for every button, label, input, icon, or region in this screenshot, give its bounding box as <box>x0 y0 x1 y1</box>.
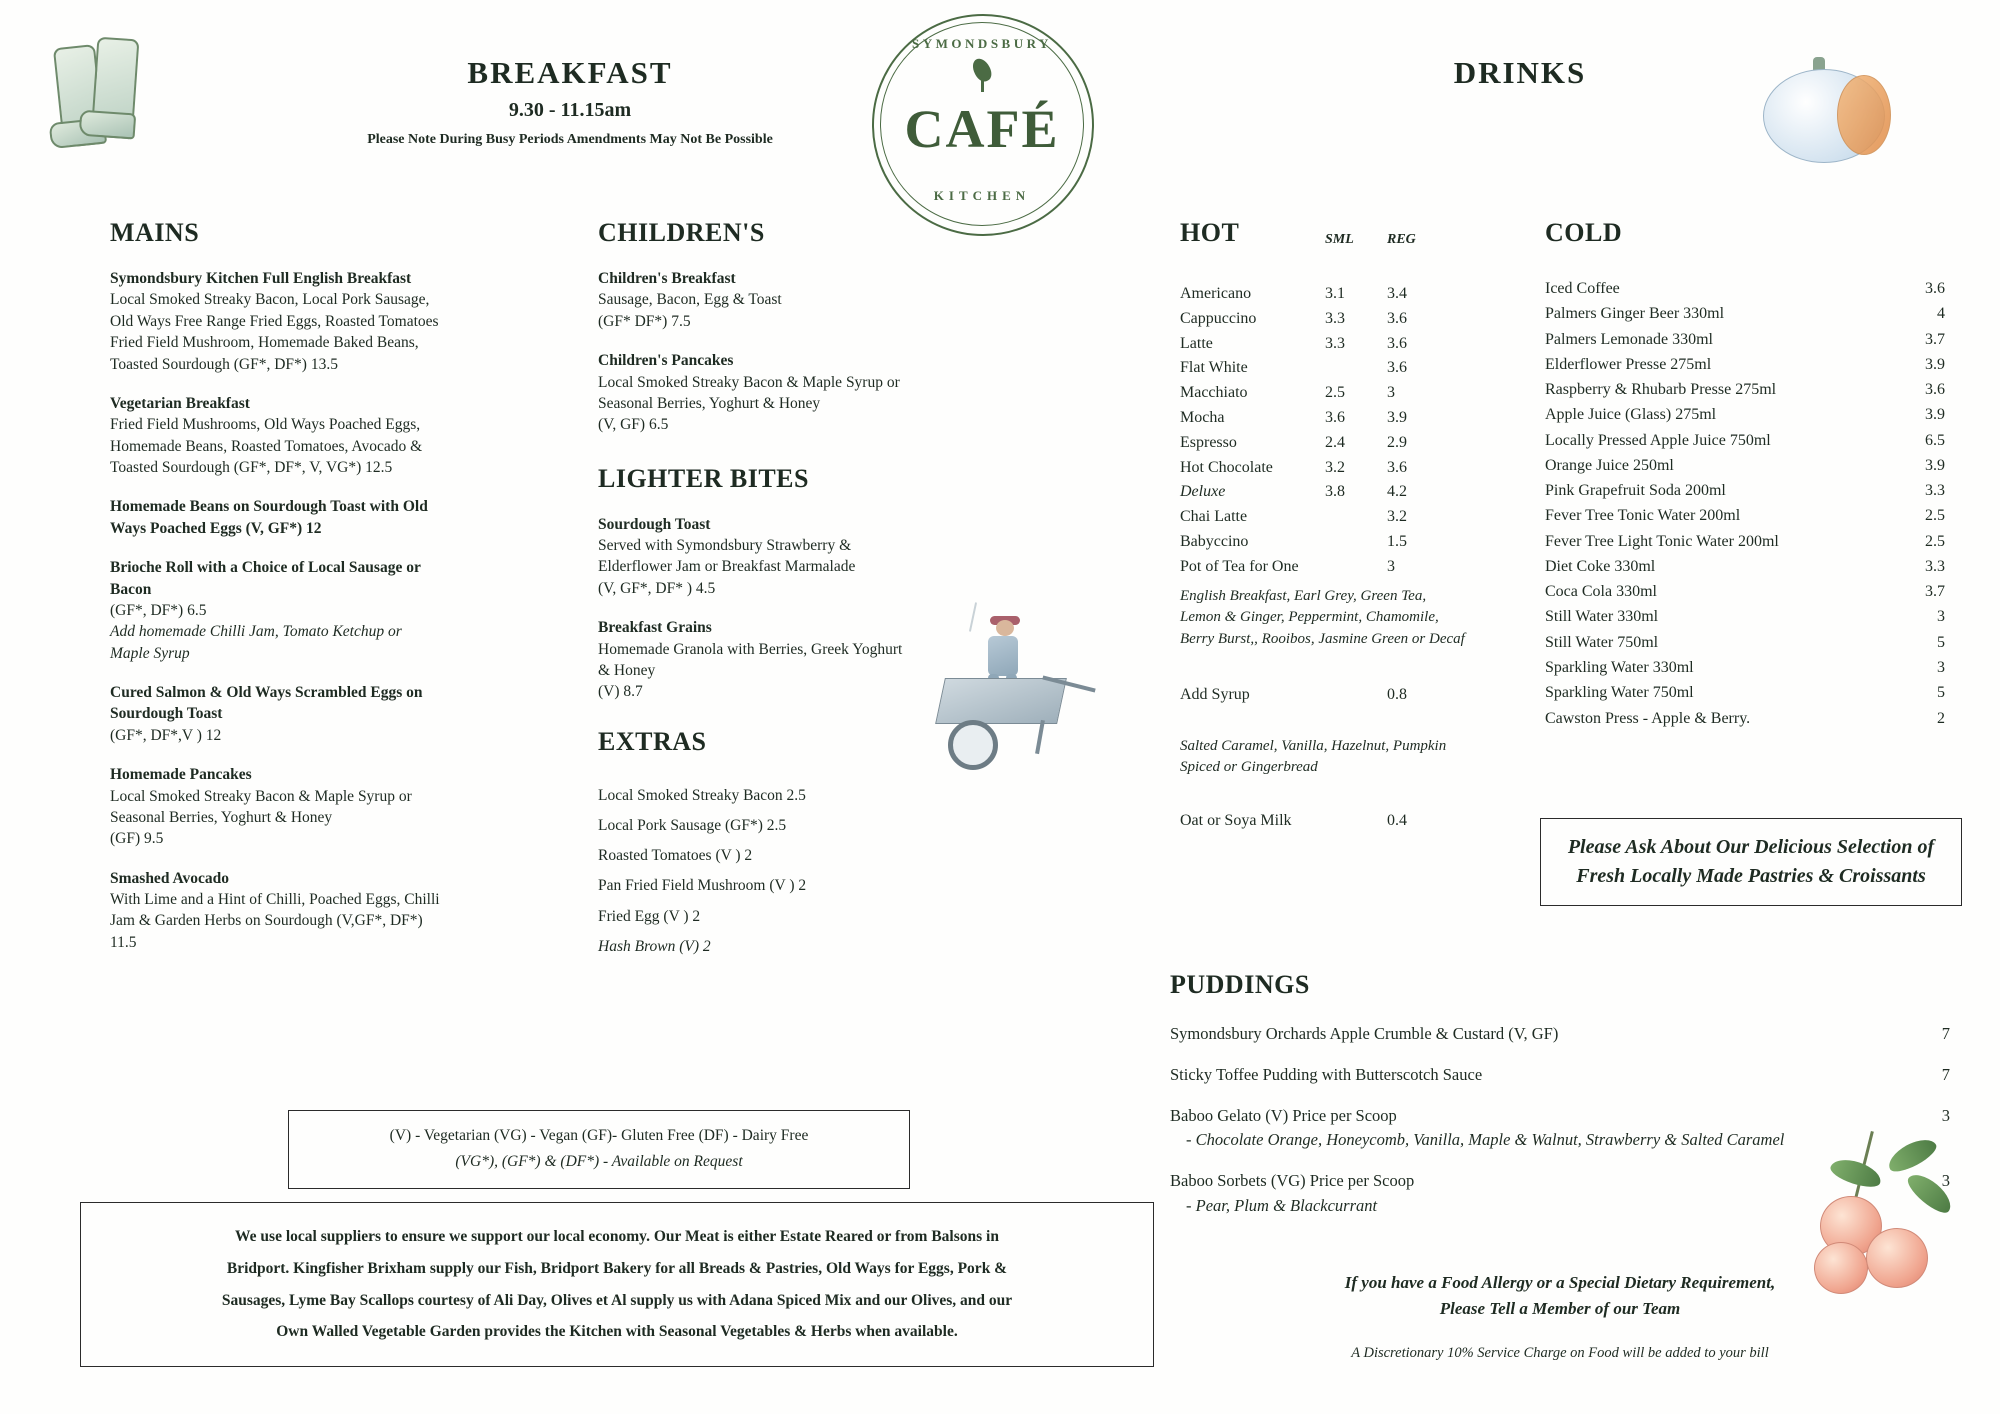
drink-name: Elderflower Presse 275ml <box>1545 355 1712 373</box>
drink-reg: 4.2 <box>1387 483 1407 501</box>
drink-reg: 3.6 <box>1387 309 1407 327</box>
pudding-name: Symondsbury Orchards Apple Crumble & Custard (V, GF) <box>1170 1024 1559 1043</box>
extras-item: Fried Egg (V ) 2 <box>598 907 701 925</box>
drink-row <box>1180 530 1470 555</box>
drink-name: Chai Latte <box>1180 508 1248 526</box>
menu-item-name: Brioche Roll with a Choice of Local Sausage or Bacon <box>110 559 421 598</box>
drink-row <box>1180 381 1470 406</box>
drink-sml: 3.8 <box>1325 483 1345 501</box>
drink-row <box>1545 503 1945 528</box>
suppliers-line-4: Own Walled Vegetable Garden provides the Kitchen with Seasonal Vegetables & Herbs when available. <box>276 1323 958 1341</box>
gardener-wheelbarrow-illustration <box>930 620 1100 760</box>
menu-item <box>110 393 440 479</box>
drink-name: Palmers Lemonade 330ml <box>1545 330 1713 348</box>
menu-item-price: (GF* DF*) 7.5 <box>598 312 691 330</box>
drink-price: 5 <box>1937 633 1945 651</box>
menu-item-desc: Local Smoked Streaky Bacon & Maple Syrup or Seasonal Berries, Yoghurt & Honey <box>110 787 412 826</box>
pumpkin-illustration <box>1755 55 1905 175</box>
extras-item: Roasted Tomatoes (V ) 2 <box>598 847 753 865</box>
puddings-heading: PUDDINGS <box>1170 970 1310 999</box>
hot-col-sml: SML <box>1325 232 1354 247</box>
drink-price: 2.5 <box>1925 532 1945 550</box>
menu-item-price: (V) 8.7 <box>598 683 643 701</box>
drink-sml: 3.3 <box>1325 334 1345 352</box>
pudding-name: Baboo Sorbets (VG) Price per Scoop <box>1170 1171 1415 1190</box>
pudding-name: Sticky Toffee Pudding with Butterscotch Sauce <box>1170 1064 1483 1084</box>
hot-heading: HOT <box>1180 218 1240 247</box>
drink-row <box>1545 554 1945 579</box>
drink-price: 5 <box>1937 684 1945 702</box>
childrens-column <box>598 218 918 962</box>
drink-name: Diet Coke 330ml <box>1545 557 1656 575</box>
milk-price: 0.4 <box>1387 812 1407 830</box>
mains-column <box>110 218 440 971</box>
drink-name: Cappuccino <box>1180 309 1257 327</box>
pudding-price: 3 <box>1941 1171 1950 1190</box>
drink-sml: 2.5 <box>1325 384 1345 402</box>
menu-item-desc: Fried Field Mushrooms, Old Ways Poached Eggs, Homemade Beans, Roasted Tomatoes, Avocado & Toasted Sourdough (GF*, DF*, V, VG*) 12.5 <box>110 416 423 476</box>
drink-sml: 3.1 <box>1325 285 1345 302</box>
menu-item-price: (GF) 9.5 <box>110 830 164 848</box>
drink-price: 3.9 <box>1925 355 1945 373</box>
lighter-bites-heading: LIGHTER BITES <box>598 463 809 493</box>
menu-item-name: Symondsbury Kitchen Full English Breakfast <box>110 270 412 287</box>
add-syrup-name: Add Syrup <box>1180 685 1250 703</box>
drink-name: Macchiato <box>1180 384 1248 402</box>
drink-name: Pink Grapefruit Soda 200ml <box>1545 482 1726 500</box>
breakfast-header <box>330 55 810 148</box>
drinks-header <box>1390 55 1650 91</box>
drink-name: Still Water 330ml <box>1545 608 1659 626</box>
drink-row <box>1180 431 1470 456</box>
drink-sml <box>1325 530 1387 555</box>
menu-item <box>110 764 440 850</box>
drink-name: Americano <box>1180 285 1252 302</box>
service-charge-note: A Discretionary 10% Service Charge on Food will be added to your bill <box>1351 1345 1769 1361</box>
drink-price: 2 <box>1937 709 1945 727</box>
pudding-price: 7 <box>1941 1024 1950 1043</box>
drink-price: 3.9 <box>1925 456 1945 474</box>
drink-sml <box>1325 356 1387 381</box>
mains-heading: MAINS <box>110 218 200 247</box>
drink-row <box>1545 655 1945 680</box>
drink-sml: 3.6 <box>1325 408 1345 426</box>
pastry-callout-box: Please Ask About Our Delicious Selection of Fresh Locally Made Pastries & Croissants <box>1540 818 1962 906</box>
suppliers-line-3: Sausages, Lyme Bay Scallops courtesy of Ali Day, Olives et Al supply us with Adana Spiced Mix and our Olives, and our <box>221 1291 1013 1309</box>
drink-sml: 3.2 <box>1325 458 1345 476</box>
suppliers-line-2: Bridport. Kingfisher Brixham supply our Fish, Bridport Bakery for all Breads & Pastries, Old Ways for Eggs, Pork & <box>226 1259 1008 1277</box>
drink-row <box>1180 456 1470 481</box>
logo-main-word: CAFÉ <box>904 99 1060 159</box>
menu-item-name: Sourdough Toast <box>598 515 711 533</box>
menu-item <box>110 557 440 664</box>
childrens-heading: CHILDREN'S <box>598 218 765 247</box>
suppliers-line-1: We use local suppliers to ensure we support our local economy. Our Meat is either Estate Reared or from Balsons in <box>235 1228 999 1245</box>
drink-row <box>1180 406 1470 431</box>
menu-item <box>598 514 918 600</box>
tree-icon <box>974 58 990 92</box>
menu-item-name: Breakfast Grains <box>598 619 712 637</box>
drink-row <box>1180 307 1470 332</box>
drink-row <box>1545 301 1945 326</box>
milk-row <box>1180 809 1470 834</box>
drink-reg: 1.5 <box>1387 532 1407 550</box>
drink-row <box>1545 377 1945 402</box>
menu-item-name: Children's Breakfast <box>598 270 736 287</box>
menu-item-name: Smashed Avocado <box>110 869 229 887</box>
pudding-price: 7 <box>1941 1064 1950 1084</box>
breakfast-time: 9.30 - 11.15am <box>508 99 632 121</box>
menu-item-desc: Local Smoked Streaky Bacon, Local Pork Sausage, Old Ways Free Range Fried Eggs, Roasted Tomatoes Fried Field Mushroom, Homemade Baked Beans, Toasted Sourdough (GF*, DF*) 13.5 <box>110 291 439 373</box>
add-syrup-price: 0.8 <box>1387 685 1407 703</box>
drink-row <box>1545 706 1945 731</box>
menu-item-name: Vegetarian Breakfast <box>110 394 250 412</box>
logo-top-word: SYMONDSBURY <box>912 36 1052 51</box>
pudding-row <box>1170 1169 1950 1219</box>
drink-row <box>1545 680 1945 705</box>
menu-item-desc: (GF*, DF*,V ) 12 <box>110 726 222 744</box>
drink-reg: 3.6 <box>1387 458 1407 476</box>
drink-reg: 3.4 <box>1387 285 1407 302</box>
drink-name: Raspberry & Rhubarb Presse 275ml <box>1545 381 1777 399</box>
allergy-line-1: If you have a Food Allergy or a Special Dietary Requirement, <box>1344 1273 1776 1292</box>
drink-price: 3.7 <box>1925 330 1945 348</box>
drink-name: Latte <box>1180 334 1213 352</box>
drink-sml <box>1325 555 1387 580</box>
cold-drinks-column <box>1545 218 1945 731</box>
drink-name: Still Water 750ml <box>1545 633 1659 651</box>
syrup-flavours-note: Salted Caramel, Vanilla, Hazelnut, Pumpkin Spiced or Gingerbread <box>1180 737 1447 776</box>
menu-item-price: (V, GF) 6.5 <box>598 416 669 434</box>
menu-item-desc: (GF*, DF*) 6.5 <box>110 601 207 619</box>
drink-row <box>1545 630 1945 655</box>
drink-row <box>1545 453 1945 478</box>
drink-row <box>1545 276 1945 301</box>
menu-item-addons: Add homemade Chilli Jam, Tomato Ketchup or Maple Syrup <box>110 623 402 662</box>
breakfast-title: BREAKFAST <box>467 55 673 90</box>
drink-price: 3.3 <box>1925 557 1945 575</box>
drink-name: Coca Cola 330ml <box>1545 583 1657 601</box>
drink-name: Iced Coffee <box>1545 280 1620 297</box>
drink-price: 4 <box>1937 305 1945 323</box>
drink-name: Espresso <box>1180 433 1237 451</box>
drink-name: Sparkling Water 750ml <box>1545 684 1694 702</box>
drink-name: Orange Juice 250ml <box>1545 456 1674 474</box>
allergy-notice <box>1180 1270 1940 1321</box>
pudding-flavours: - Pear, Plum & Blackcurrant <box>1186 1195 1378 1215</box>
dietary-legend-box <box>288 1110 910 1189</box>
legend-line-1: (V) - Vegetarian (VG) - Vegan (GF)- Gluten Free (DF) - Dairy Free <box>389 1127 809 1144</box>
drink-row <box>1545 352 1945 377</box>
extras-heading: EXTRAS <box>598 726 707 756</box>
menu-item-desc: With Lime and a Hint of Chilli, Poached Eggs, Chilli Jam & Garden Herbs on Sourdough (V,GF*, DF*) 11.5 <box>110 891 440 951</box>
logo-bottom-word: KITCHEN <box>933 188 1031 203</box>
drink-name: Flat White <box>1180 359 1248 377</box>
drink-price: 3.9 <box>1925 406 1945 424</box>
menu-item-price: (V, GF*, DF* ) 4.5 <box>598 579 716 597</box>
hot-drinks-column <box>1180 218 1470 834</box>
extras-item: Hash Brown (V) 2 <box>598 937 711 955</box>
drink-name: Deluxe <box>1180 483 1226 501</box>
drink-row <box>1180 480 1470 505</box>
drink-row <box>1545 579 1945 604</box>
menu-item-name: Homemade Beans on Sourdough Toast with Old Ways Poached Eggs (V, GF*) 12 <box>110 498 428 537</box>
menu-item-name: Children's Pancakes <box>598 352 734 370</box>
tea-varieties-note: English Breakfast, Earl Grey, Green Tea, Lemon & Ginger, Peppermint, Chamomile, Berry Burst,, Rooibos, Jasmine Green or Decaf <box>1180 587 1465 648</box>
menu-item <box>598 617 918 703</box>
menu-item <box>598 350 918 436</box>
puddings-section <box>1170 970 1950 1235</box>
drink-price: 6.5 <box>1925 431 1945 449</box>
drink-price: 3.7 <box>1925 583 1945 601</box>
drink-row <box>1180 505 1470 530</box>
drink-sml <box>1325 505 1387 530</box>
drink-row <box>1180 356 1470 381</box>
menu-item <box>110 868 440 954</box>
drink-name: Hot Chocolate <box>1180 458 1273 476</box>
pudding-flavours: - Chocolate Orange, Honeycomb, Vanilla, Maple & Walnut, Strawberry & Salted Caramel <box>1186 1130 1785 1150</box>
drink-price: 3 <box>1937 658 1945 676</box>
drink-name: Locally Pressed Apple Juice 750ml <box>1545 431 1771 449</box>
drink-price: 3 <box>1937 608 1945 626</box>
drink-row <box>1180 282 1470 307</box>
drink-row <box>1545 327 1945 352</box>
menu-item-desc: Sausage, Bacon, Egg & Toast <box>598 291 782 309</box>
drink-reg: 2.9 <box>1387 433 1407 451</box>
breakfast-note: Please Note During Busy Periods Amendments May Not Be Possible <box>367 132 773 147</box>
drink-reg: 3 <box>1387 557 1395 575</box>
legend-line-2: (VG*), (GF*) & (DF*) - Available on Request <box>455 1153 743 1171</box>
pudding-row <box>1170 1104 1950 1154</box>
drink-name: Pot of Tea for One <box>1180 557 1299 575</box>
drink-price: 3.6 <box>1925 381 1945 399</box>
drink-sml: 3.3 <box>1325 309 1345 327</box>
drink-row <box>1545 529 1945 554</box>
drink-row <box>1180 332 1470 357</box>
drink-name: Fever Tree Tonic Water 200ml <box>1545 507 1741 525</box>
pudding-name: Baboo Gelato (V) Price per Scoop <box>1170 1105 1397 1125</box>
drink-name: Sparkling Water 330ml <box>1545 658 1694 676</box>
drink-reg: 3.2 <box>1387 508 1407 526</box>
pudding-row <box>1170 1063 1950 1088</box>
drink-reg: 3 <box>1387 384 1395 402</box>
drink-name: Fever Tree Light Tonic Water 200ml <box>1545 532 1779 550</box>
extras-item: Local Smoked Streaky Bacon 2.5 <box>598 786 806 804</box>
milk-name: Oat or Soya Milk <box>1180 812 1292 830</box>
pudding-row <box>1170 1022 1950 1047</box>
extras-item: Local Pork Sausage (GF*) 2.5 <box>598 816 787 834</box>
menu-item-name: Cured Salmon & Old Ways Scrambled Eggs on Sourdough Toast <box>110 684 423 723</box>
extras-item: Pan Fried Field Mushroom (V ) 2 <box>598 877 807 895</box>
suppliers-box <box>80 1202 1154 1367</box>
menu-item-desc: Local Smoked Streaky Bacon & Maple Syrup or Seasonal Berries, Yoghurt & Honey <box>598 373 900 412</box>
allergy-line-2: Please Tell a Member of our Team <box>1439 1298 1681 1318</box>
menu-item-desc: Homemade Granola with Berries, Greek Yoghurt & Honey <box>598 640 903 679</box>
drink-row <box>1545 428 1945 453</box>
drink-reg: 3.6 <box>1387 359 1407 377</box>
drink-row <box>1545 402 1945 427</box>
menu-item <box>598 268 918 332</box>
menu-item <box>110 682 440 746</box>
drink-name: Palmers Ginger Beer 330ml <box>1545 305 1725 323</box>
menu-item-name: Homemade Pancakes <box>110 766 252 784</box>
drink-reg: 3.9 <box>1387 408 1407 426</box>
cold-heading: COLD <box>1545 218 1623 247</box>
menu-item-desc: Served with Symondsbury Strawberry & Elderflower Jam or Breakfast Marmalade <box>598 537 856 576</box>
drink-name: Babyccino <box>1180 532 1249 550</box>
drink-row <box>1545 604 1945 629</box>
drinks-title: DRINKS <box>1453 55 1587 90</box>
add-syrup-row <box>1180 683 1470 708</box>
menu-item <box>110 268 440 375</box>
drink-reg: 3.6 <box>1387 334 1407 352</box>
drink-name: Mocha <box>1180 408 1225 426</box>
wellington-boots-illustration <box>52 28 162 158</box>
pudding-price: 3 <box>1941 1105 1950 1125</box>
drink-sml: 2.4 <box>1325 433 1345 451</box>
cafe-logo <box>862 10 1102 235</box>
drink-row <box>1545 478 1945 503</box>
drink-price: 3.6 <box>1925 280 1945 297</box>
drink-name: Cawston Press - Apple & Berry. <box>1545 709 1751 727</box>
menu-item <box>110 496 440 539</box>
drink-price: 2.5 <box>1925 507 1945 525</box>
drink-row <box>1180 555 1470 580</box>
hot-col-reg: REG <box>1387 232 1416 247</box>
drink-name: Apple Juice (Glass) 275ml <box>1545 406 1717 424</box>
drink-price: 3.3 <box>1925 482 1945 500</box>
